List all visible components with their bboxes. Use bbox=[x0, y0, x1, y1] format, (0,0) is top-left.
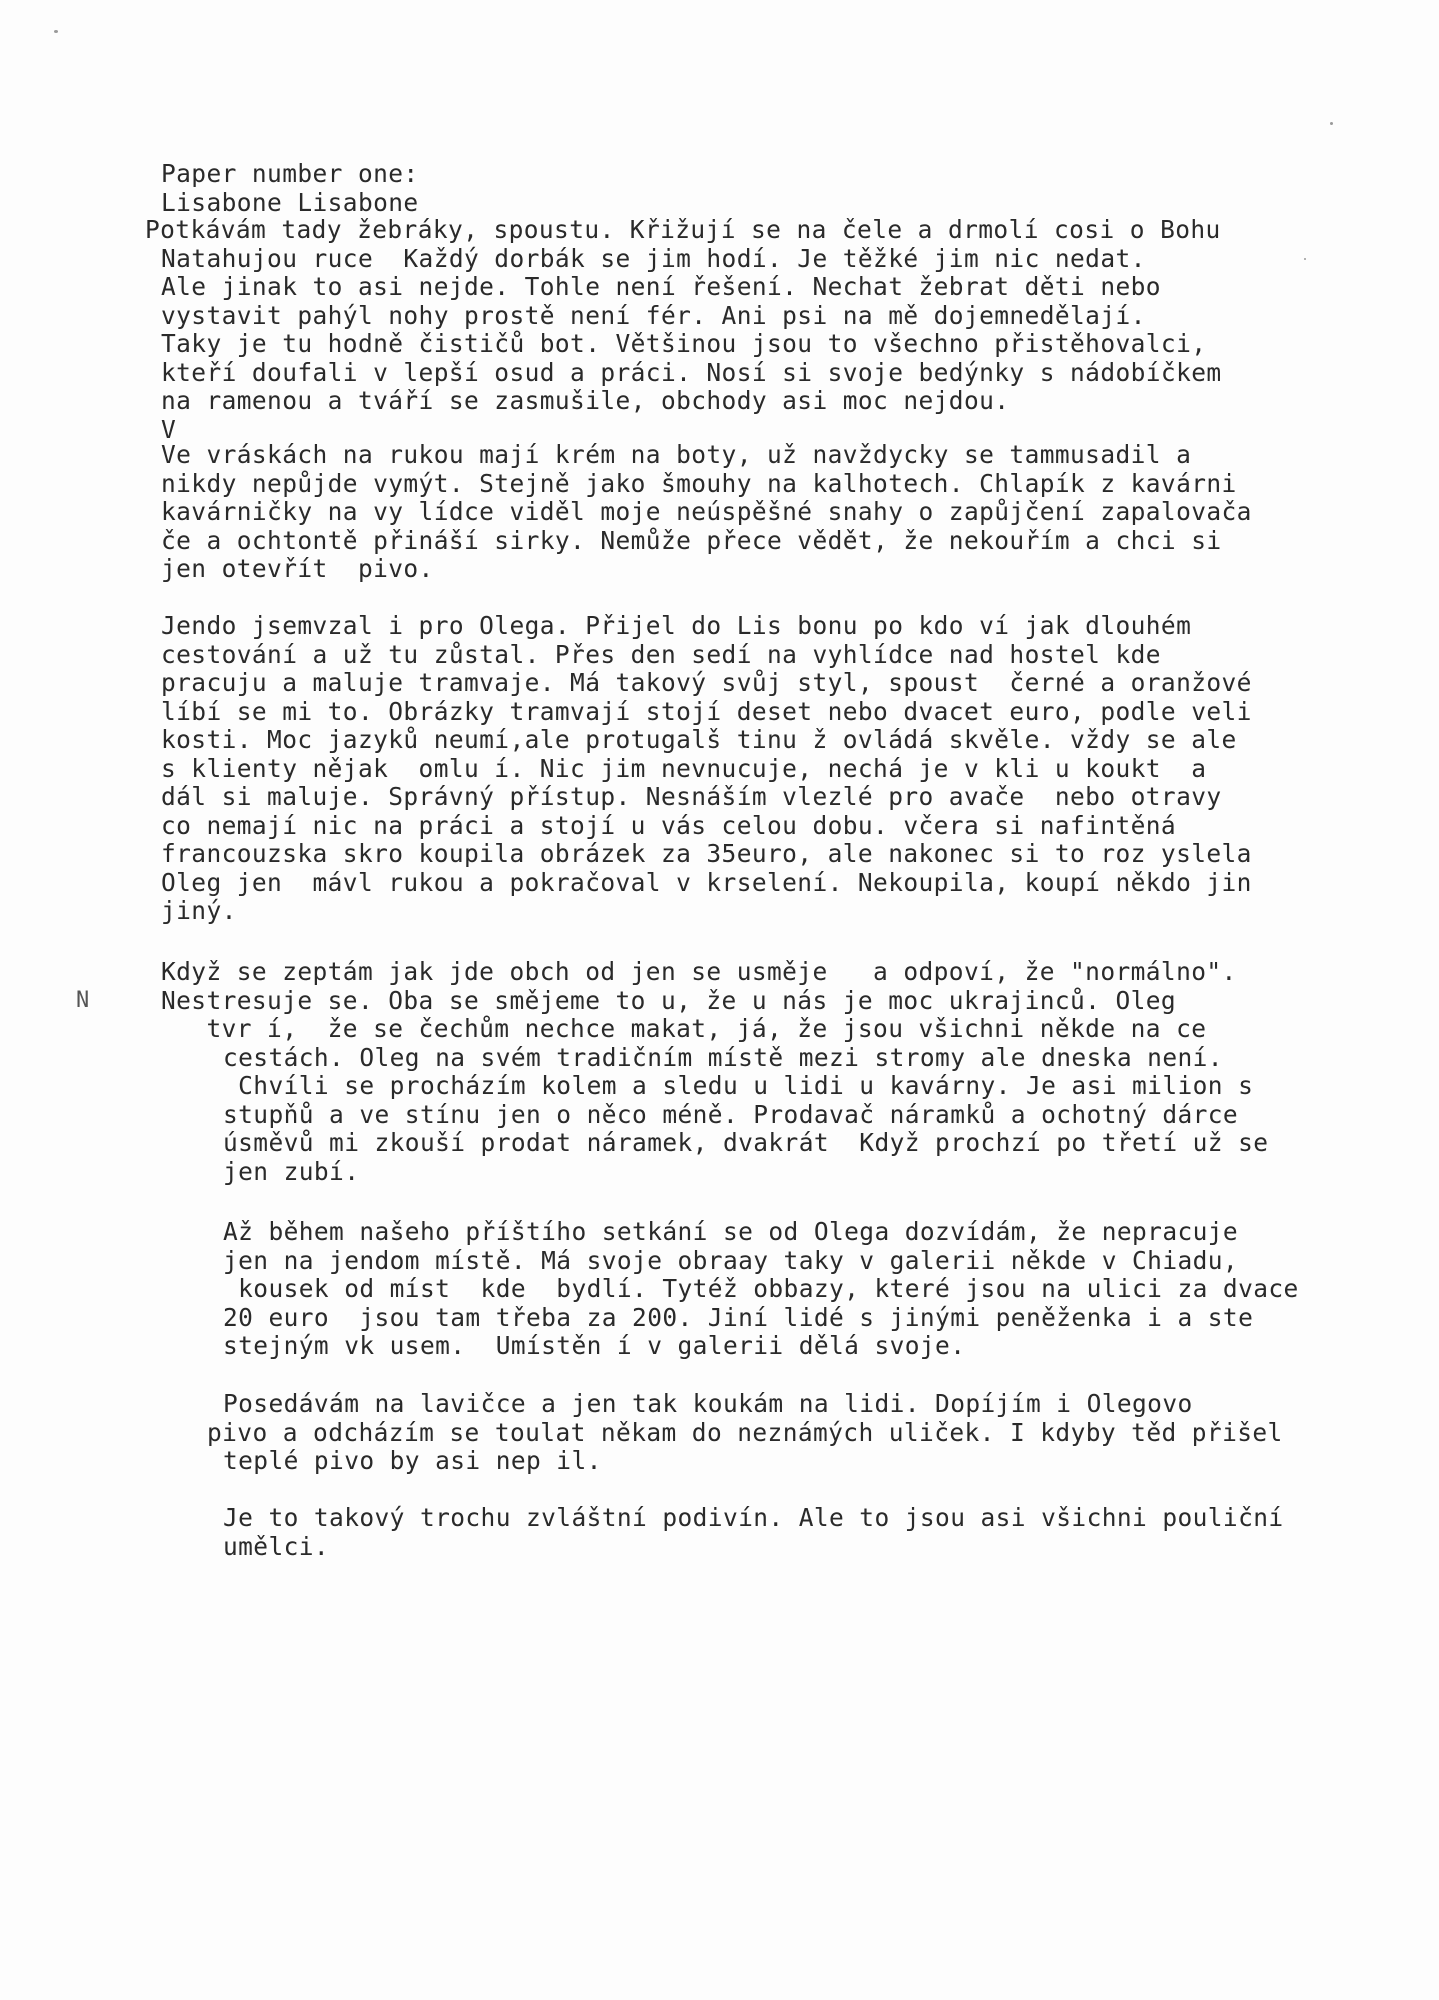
text-line: kteří doufali v lepší osud a práci. Nosí si svoje bedýnky s nádobíčkem bbox=[161, 357, 1222, 387]
text-line: če a ochtontě přináší sirky. Nemůže přece vědět, že nekouřím a chci si bbox=[161, 525, 1222, 555]
text-line: V bbox=[161, 414, 177, 444]
text-line: kavárničky na vy lídce viděl moje neúspěšné snahy o zapůjčení zapalovača bbox=[161, 497, 1252, 526]
text-line: líbí se mi to. Obrázky tramvají stojí deset nebo dvacet euro, podle veli bbox=[161, 696, 1252, 726]
text-line: Nestresuje se. Oba se smějeme to u, že u nás je moc ukrajinců. Oleg bbox=[161, 985, 1177, 1015]
text-line: Až během našeho příštího setkání se od Olega dozvídám, že nepracuje bbox=[223, 1217, 1239, 1246]
paragraph-6 bbox=[207, 1390, 1283, 1476]
text-line: Když se zeptám jak jde obch od jen se usměje a odpoví, že "normálno". bbox=[161, 957, 1237, 986]
text-line: Ale jinak to asi nejde. Tohle není řešení. Nechat žebrat děti nebo bbox=[161, 272, 1161, 301]
paper-speck bbox=[1304, 258, 1306, 260]
text-line: dál si maluje. Správný přístup. Nesnáším vlezlé pro avače nebo otravy bbox=[161, 782, 1222, 811]
text-line: na ramenou a tváří se zasmušile, obchody asi moc nejdou. bbox=[161, 386, 1010, 415]
text-line: pivo a odcházím se toulat někam do neznámých uliček. I kdyby těd přišel bbox=[207, 1417, 1283, 1447]
text-line: úsměvů mi zkouší prodat náramek, dvakrát Když prochzí po třetí už se bbox=[223, 1128, 1269, 1157]
text-line: pracuju a maluje tramvaje. Má takový svůj styl, spoust černé a oranžové bbox=[161, 668, 1252, 697]
text-line: kosti. Moc jazyků neumí,ale protugalš tinu ž ovládá skvěle. vždy se ale bbox=[161, 725, 1237, 754]
text-line: Posedávám na lavičce a jen tak koukám na lidi. Dopíjím i Olegovo bbox=[223, 1389, 1193, 1418]
margin-note: N bbox=[76, 988, 90, 1013]
paragraph-1 bbox=[145, 216, 1222, 444]
text-line: Ve vráskách na rukou mají krém na boty, už navždycky se tammusadil a bbox=[161, 440, 1192, 469]
paragraph-2 bbox=[161, 441, 1252, 584]
text-line: tvr í, že se čechům nechce makat, já, že jsou všichni někde na ce bbox=[161, 1014, 1207, 1043]
header-line-1: Paper number one: bbox=[161, 159, 419, 188]
text-line: jiný. bbox=[161, 896, 237, 925]
text-line: nikdy nepůjde vymýt. Stejně jako šmouhy na kalhotech. Chlapík z kavárni bbox=[161, 468, 1237, 498]
text-line: stupňů a ve stínu jen o něco méně. Prodavač náramků a ochotný dárce bbox=[223, 1099, 1239, 1129]
text-line: francouzska skro koupila obrázek za 35euro, ale nakonec si to roz yslela bbox=[161, 839, 1252, 868]
text-line: stejným vk usem. Umístěn í v galerii dělá svoje. bbox=[223, 1331, 966, 1360]
text-line: umělci. bbox=[223, 1531, 330, 1561]
text-line: cestování a už tu zůstal. Přes den sedí na vyhlídce nad hostel kde bbox=[161, 639, 1161, 669]
text-line: teplé pivo by asi nep il. bbox=[223, 1446, 602, 1475]
text-line: Je to takový trochu zvláštní podivín. Ale to jsou asi všichni pouliční bbox=[223, 1503, 1284, 1532]
text-line: co nemají nic na práci a stojí u vás celou dobu. včera si nafintěná bbox=[161, 810, 1177, 840]
paragraph-4 bbox=[161, 958, 1237, 1015]
header-block bbox=[161, 160, 419, 217]
paragraph-4-continued bbox=[161, 1015, 1268, 1186]
text-line: vystavit pahýl nohy prostě není fér. Ani psi na mě dojemnedělají. bbox=[161, 300, 1146, 330]
text-line: Potkávám tady žebráky, spoustu. Křižují se na čele a drmolí cosi o Bohu bbox=[145, 215, 1221, 244]
paper-speck bbox=[1330, 122, 1333, 125]
text-line: kousek od míst kde bydlí. Tytéž obbazy, které jsou na ulici za dvace bbox=[223, 1274, 1299, 1303]
text-line: Jendo jsemvzal i pro Olega. Přijel do Lis bonu po kdo ví jak dlouhém bbox=[161, 611, 1192, 640]
text-line: Taky je tu hodně čističů bot. Většinou jsou to všechno přistěhovalci, bbox=[161, 329, 1207, 358]
paper-speck bbox=[54, 30, 58, 33]
text-line: jen zubí. bbox=[223, 1156, 360, 1186]
text-line: s klienty nějak omlu í. Nic jim nevnucuje, nechá je v kli u koukt a bbox=[161, 753, 1207, 783]
text-line: Chvíli se procházím kolem a sledu u lidi u kavárny. Je asi milion s bbox=[223, 1071, 1254, 1100]
text-line: Oleg jen mávl rukou a pokračoval v krselení. Nekoupila, koupí někdo jin bbox=[161, 867, 1252, 897]
header-line-2: Lisabone Lisabone bbox=[161, 187, 419, 217]
text-line: cestách. Oleg na svém tradičním místě mezi stromy ale dneska není. bbox=[223, 1042, 1223, 1072]
text-line: jen otevřít pivo. bbox=[161, 554, 434, 583]
paragraph-5 bbox=[223, 1218, 1299, 1361]
paragraph-7 bbox=[223, 1504, 1284, 1561]
text-line: Natahujou ruce Každý dorbák se jim hodí. Je těžké jim nic nedat. bbox=[161, 243, 1146, 273]
text-line: jen na jendom místě. Má svoje obraay taky v galerii někde v Chiadu, bbox=[223, 1245, 1239, 1275]
paragraph-3 bbox=[161, 612, 1252, 926]
text-line: 20 euro jsou tam třeba za 200. Jiní lidé s jinými peněženka i a ste bbox=[223, 1302, 1254, 1332]
